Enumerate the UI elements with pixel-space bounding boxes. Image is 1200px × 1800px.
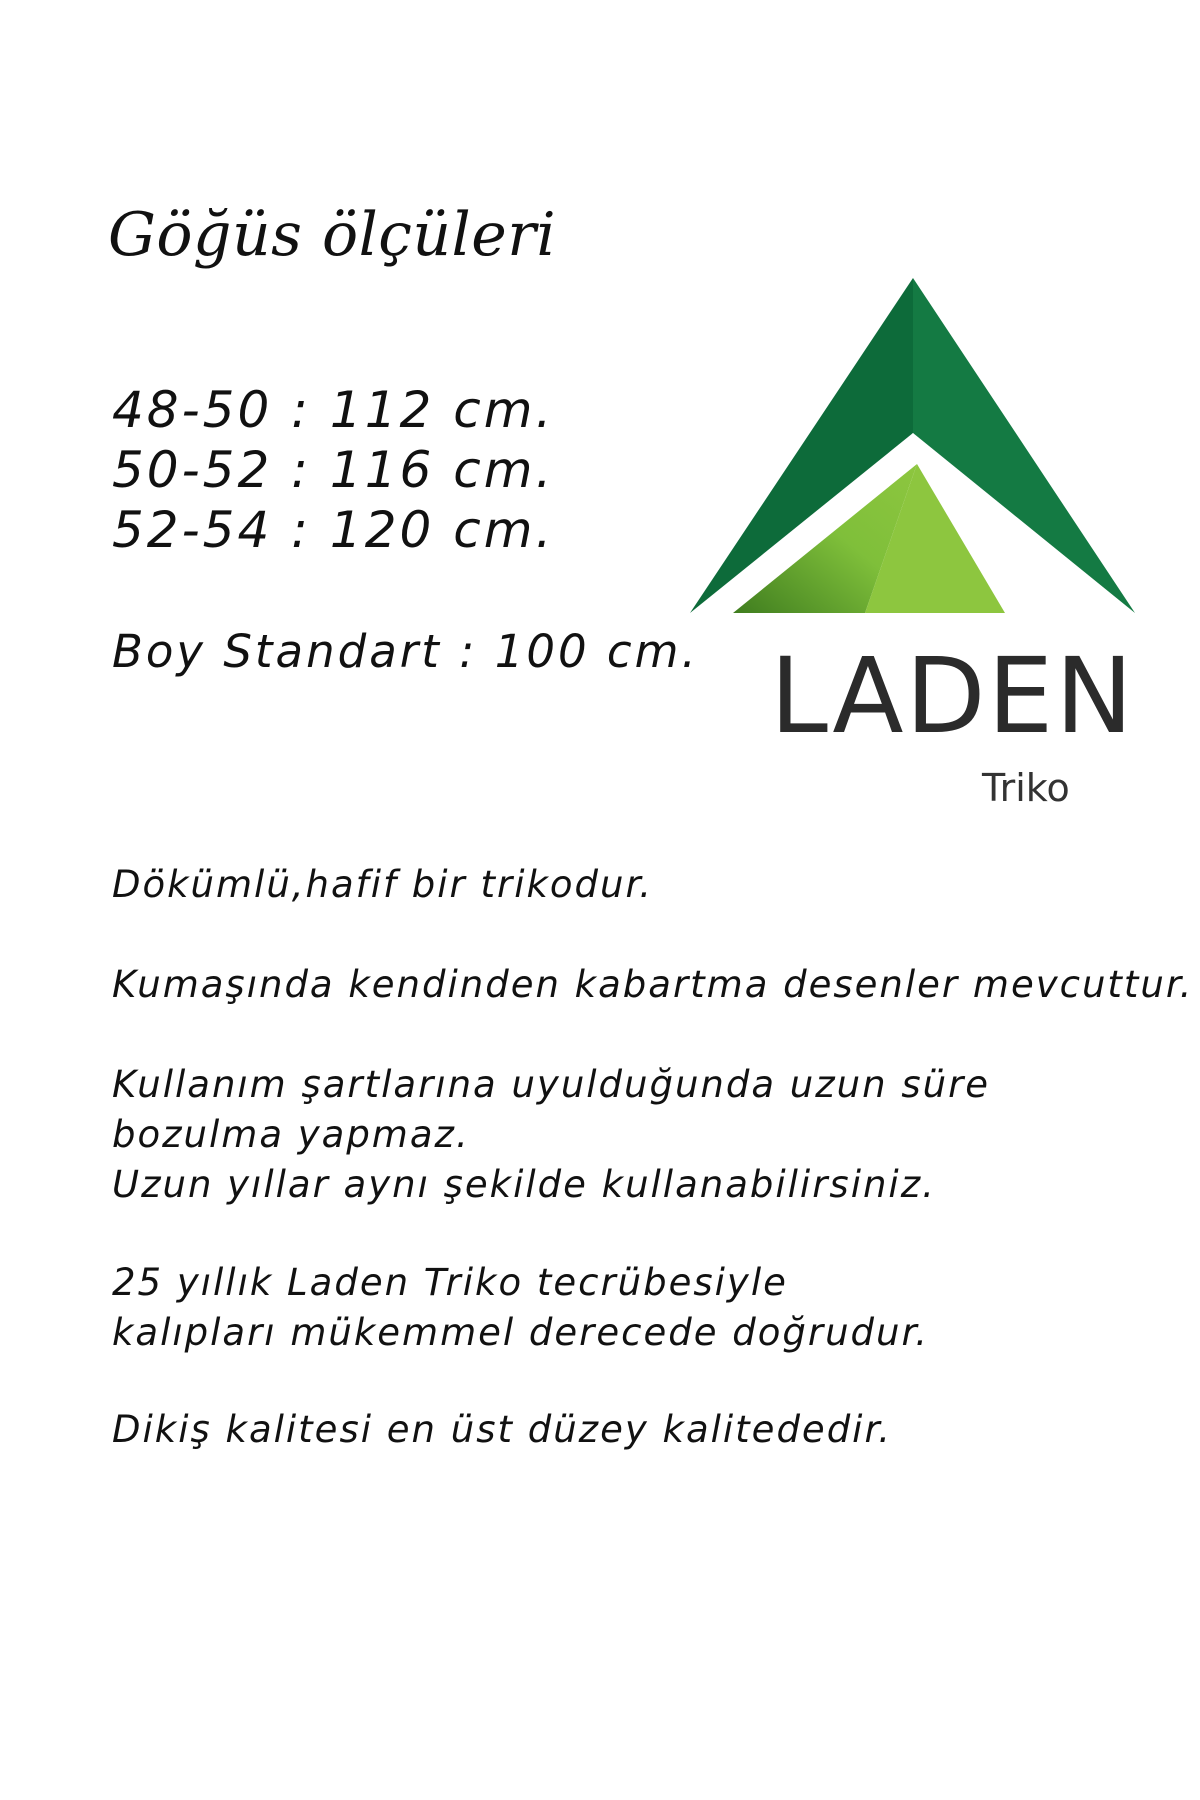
brand-subtitle: Triko [982, 766, 1070, 810]
laden-triangle-logo-icon [690, 278, 1135, 613]
size-row: 50-52 : 116 cm. [112, 441, 555, 499]
paragraph-line: Uzun yıllar aynı şekilde kullanabilirsiniz. [112, 1163, 936, 1206]
paragraph-line: bozulma yapmaz. [112, 1113, 470, 1156]
length-info: Boy Standart : 100 cm. [112, 625, 699, 678]
size-chart [112, 380, 554, 560]
size-row: 52-54 : 120 cm. [112, 501, 555, 559]
description-paragraph [112, 860, 653, 910]
brand-name: LADEN [770, 635, 1136, 757]
paragraph-line: Kullanım şartlarına uyulduğunda uzun süre [112, 1063, 991, 1106]
description-paragraph [112, 1405, 892, 1455]
description-paragraph [112, 1060, 990, 1210]
paragraph-line: Kumaşında kendinden kabartma desenler mevcuttur. [112, 963, 1194, 1006]
paragraph-line: 25 yıllık Laden Triko tecrübesiyle [112, 1261, 788, 1304]
paragraph-line: Dökümlü,hafif bir trikodur. [112, 863, 654, 906]
description-paragraph [112, 1258, 929, 1358]
size-row: 48-50 : 112 cm. [112, 381, 555, 439]
description-paragraph [112, 960, 1193, 1010]
paragraph-line: kalıpları mükemmel derecede doğrudur. [112, 1311, 930, 1354]
page-title: Göğüs ölçüleri [108, 200, 557, 270]
paragraph-line: Dikiş kalitesi en üst düzey kalitededir. [112, 1408, 893, 1451]
